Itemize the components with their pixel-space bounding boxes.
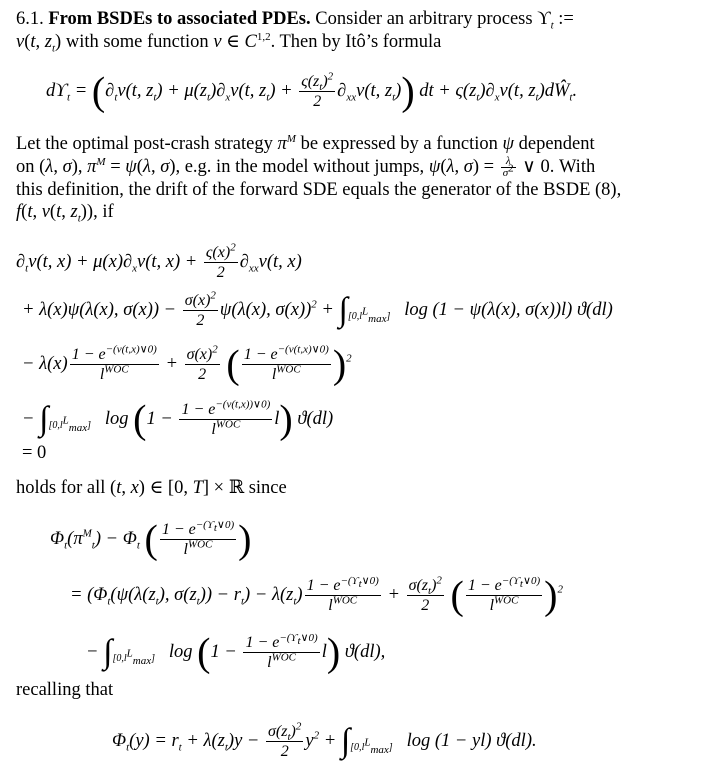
recalling-text: recalling that (16, 680, 114, 700)
equation-3-line-1: $\Phi_t(\pi^M_t) - \Phi_t$ ( $\frac{1 - e^{-(ϒ_t\vee 0)}}{l^{WOC}}$ ) (50, 516, 252, 562)
equation-4: $\Phi_t(y) = r_t + \lambda(z_t)y$ − $\frac{\sigma(z_t)^2}{2}$ $y^2 + \int_{[0,l^L_{max}]}$ log (1 − yl) ϑ(dl). (112, 720, 537, 760)
equation-2-line-2: + λ(x)ψ(λ(x), σ(x)) − $\frac{\sigma(x)^2}{2}$ ψ(λ(x), $\sigma(x))^2 + \int_{[0,l^L_{max}]}$ log (1 − ψ(λ(x), σ(x))l) ϑ(dl) (22, 289, 613, 329)
equation-2-line-1: $\partial_tv(t$, $x) + \mu(x)\partial_xv(t$, x) + $\frac{\varsigma(x)^2}{2}$ $\partial_{xx}v(t$, x) (16, 241, 302, 281)
section-title: From BSDEs to associated PDEs. (48, 9, 311, 29)
section-intro: Consider an arbitrary process ϒ (315, 9, 551, 29)
paragraph-2-line-1: Let the optimal post-crash strategy $\pi^M$ be expressed by a function ψ dependent (16, 132, 595, 154)
paragraph-2-line-4: f(t, v(t, $z_t$)), if (16, 202, 114, 225)
section-intro-def: := (553, 9, 574, 29)
holds-text: holds for all (t, x) ∈ [0, T] × ℝ since (16, 478, 287, 498)
paragraph-2-line-3: this definition, the drift of the forward SDE equals the generator of the BSDE (8), (16, 180, 622, 200)
equation-2-line-3: − λ(x) $\frac{1 - e^{-(v(t,x)\vee 0)}}{l^{WOC}}$ + $\frac{\sigma(x)^2}{2}$ ( $\frac{1 - e^{-(v(t,x)\vee 0)}}{l^{WOC}}$ )$^2$ (22, 341, 352, 387)
section-number: 6.1. (16, 9, 44, 29)
paragraph-2-line-2: on (λ, σ), $\pi^M = \psi(\lambda$, σ), e.g. in the model without jumps, ψ(λ, σ) = $\frac{\lambda}{\sigma^2}$ ∨ 0. With (16, 155, 596, 180)
section-line-2: v(t, $z_t$) with some function v ∈ C$^{1,2}$. Then by Itô’s formula (16, 30, 442, 55)
equation-3-line-3: − $\int_{[0,l^L_{max}]}$ log (1 − $\frac{1 - e^{-(ϒ_t\vee 0)}}{l^{WOC}}$ l) ϑ(dl), (86, 629, 386, 675)
section-heading-line: 6.1. From BSDEs to associated PDEs. Consider an arbitrary process $ϒ_t$ := (16, 9, 574, 32)
equation-3-line-2: = ($\Phi_t(\psi(\lambda(z_t)$, $\sigma(z_t)) - r_t) - \lambda(z_t)$ $\frac{1 - e^{-(ϒ_t\vee 0)}}{l^{WOC}}$ + $\frac{\sigma(z_t)^2}{2}$ ( $\frac{1 - e^{-(ϒ_t\vee 0)}}{l^{WOC}}$ )$^2$ (70, 572, 563, 618)
equation-ito: $dϒ_t = (\partial_tv(t$, $z_t) + \mu(z_t)\partial_xv(t$, $z_t$) + $\frac{\varsigma(z_t)^2}{2}$ $\partial_{xx}v(t$, $z_t$)) dt + $\varsigma(z_t)\partial_xv(t$, $z_t)dŴ_t$. (46, 68, 578, 114)
equation-2-line-5: = 0 (22, 443, 47, 463)
equation-2-line-4: − $\int_{[0,l^L_{max}]}$ log (1 − $\frac{1 - e^{-(v(t,x))\vee 0)}}{l^{WOC}}$ l) ϑ(dl) (22, 396, 334, 442)
